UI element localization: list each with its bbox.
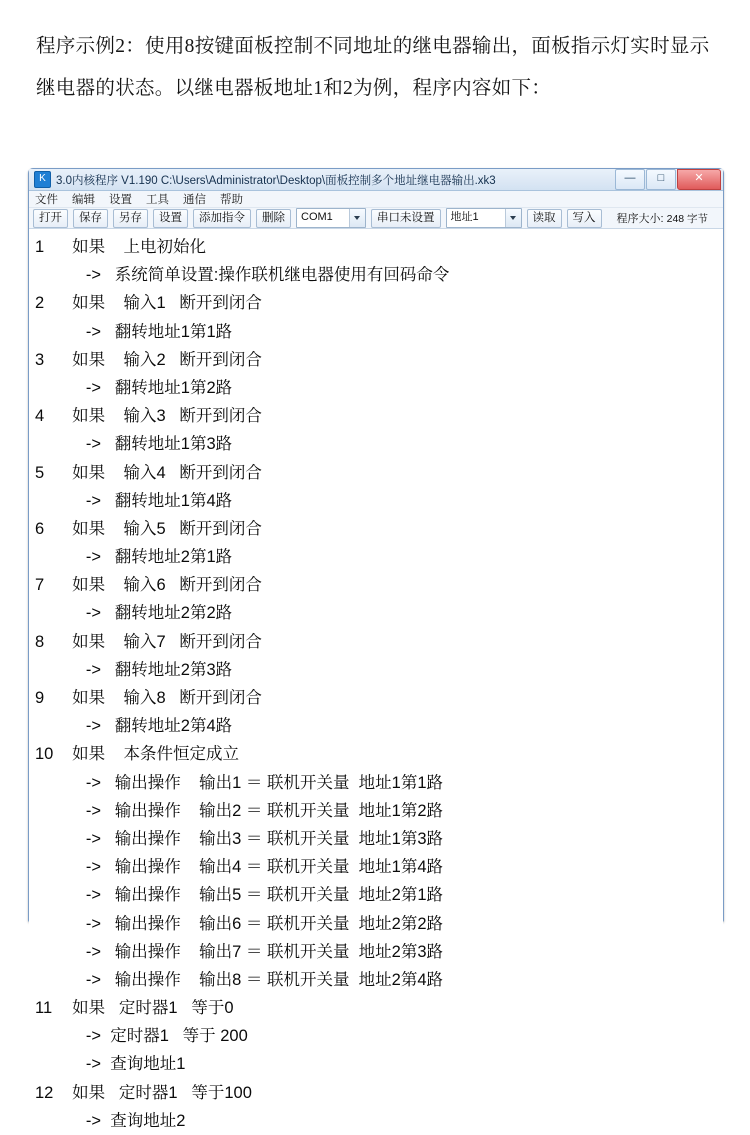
- program-line-number: 4: [35, 407, 45, 426]
- delete-button[interactable]: 删除: [256, 209, 291, 228]
- program-line[interactable]: [29, 289, 723, 317]
- maximize-button[interactable]: □: [646, 169, 676, 190]
- program-line[interactable]: [29, 430, 723, 458]
- program-line[interactable]: [29, 346, 723, 374]
- program-line-text: 如果 输入5 断开到闭合: [63, 519, 262, 538]
- program-line[interactable]: [29, 599, 723, 627]
- program-line-number: 6: [35, 519, 45, 538]
- serial-port-value: COM1: [301, 211, 333, 223]
- program-line-text: -> 输出操作 输出6 ＝ 联机开关量 地址2第2路: [63, 914, 444, 933]
- program-line-text: -> 翻转地址2第2路: [63, 604, 233, 623]
- program-line-text: -> 输出操作 输出8 ＝ 联机开关量 地址2第4路: [63, 970, 444, 989]
- program-line-number: 7: [35, 576, 45, 595]
- program-line-text: -> 翻转地址2第3路: [63, 660, 233, 679]
- application-window: [28, 168, 724, 1130]
- program-line-number: 5: [35, 463, 45, 482]
- program-line-number: 2: [35, 294, 45, 313]
- program-line-number: 10: [35, 745, 54, 764]
- program-line[interactable]: [29, 515, 723, 543]
- window-titlebar[interactable]: [29, 169, 723, 191]
- program-line-text: 如果 上电初始化: [63, 238, 207, 256]
- port-status-button[interactable]: 串口未设置: [371, 209, 441, 228]
- program-line-text: 如果 定时器1 等于100: [63, 1083, 252, 1102]
- add-instruction-button[interactable]: 添加指令: [193, 209, 251, 228]
- open-button[interactable]: 打开: [33, 209, 68, 228]
- program-line-number: 1: [35, 238, 45, 256]
- program-line-number: 12: [35, 1083, 54, 1102]
- program-line[interactable]: [29, 712, 723, 740]
- program-line[interactable]: [29, 402, 723, 430]
- program-line-text: 如果 输入1 断开到闭合: [63, 294, 262, 313]
- menu-item-edit[interactable]: 编辑: [72, 194, 95, 206]
- chevron-down-icon[interactable]: [505, 209, 521, 227]
- program-line[interactable]: [29, 769, 723, 797]
- program-line-text: -> 翻转地址1第1路: [63, 322, 233, 341]
- program-line[interactable]: [29, 543, 723, 571]
- program-listing[interactable]: [29, 229, 723, 1135]
- program-line-text: 如果 输入6 断开到闭合: [63, 576, 262, 595]
- program-line[interactable]: [29, 853, 723, 881]
- program-line[interactable]: [29, 487, 723, 515]
- program-line-text: -> 输出操作 输出4 ＝ 联机开关量 地址1第4路: [63, 858, 444, 877]
- program-line-text: -> 输出操作 输出2 ＝ 联机开关量 地址1第2路: [63, 801, 444, 820]
- menu-item-communication[interactable]: 通信: [183, 194, 206, 206]
- program-line-text: -> 输出操作 输出5 ＝ 联机开关量 地址2第1路: [63, 886, 444, 905]
- program-line-text: -> 输出操作 输出3 ＝ 联机开关量 地址1第3路: [63, 829, 444, 848]
- program-line-text: 如果 输入2 断开到闭合: [63, 350, 262, 369]
- program-line-text: -> 翻转地址2第1路: [63, 548, 233, 567]
- write-button[interactable]: 写入: [567, 209, 602, 228]
- program-line[interactable]: [29, 1079, 723, 1107]
- program-line-text: -> 翻转地址2第4路: [63, 717, 233, 736]
- menu-item-help[interactable]: 帮助: [220, 194, 243, 206]
- program-line[interactable]: [29, 628, 723, 656]
- read-button[interactable]: 读取: [527, 209, 562, 228]
- program-line[interactable]: [29, 1107, 723, 1135]
- program-line[interactable]: [29, 825, 723, 853]
- chevron-down-icon[interactable]: [349, 209, 365, 227]
- menu-item-settings[interactable]: 设置: [109, 194, 132, 206]
- program-line[interactable]: [29, 994, 723, 1022]
- program-line-text: 如果 输入7 断开到闭合: [63, 632, 262, 651]
- window-title: 3.0内核程序 V1.190 C:\Users\Administrator\Desktop\面板控制多个地址继电器输出.xk3: [56, 174, 496, 187]
- menu-bar: [29, 191, 723, 208]
- address-value: 地址1: [450, 211, 479, 223]
- program-line[interactable]: [29, 881, 723, 909]
- program-line[interactable]: [29, 966, 723, 994]
- app-icon: K: [34, 171, 51, 188]
- menu-item-tools[interactable]: 工具: [146, 194, 169, 206]
- program-line-text: -> 翻转地址1第2路: [63, 378, 233, 397]
- program-line[interactable]: [29, 1022, 723, 1050]
- program-line-number: 11: [35, 999, 53, 1018]
- program-line-text: -> 输出操作 输出1 ＝ 联机开关量 地址1第1路: [63, 773, 444, 792]
- program-line[interactable]: [29, 233, 723, 261]
- program-line-text: 如果 定时器1 等于0: [63, 999, 234, 1018]
- program-line[interactable]: [29, 740, 723, 768]
- program-line[interactable]: [29, 571, 723, 599]
- program-line-text: -> 系统简单设置:操作联机继电器使用有回码命令: [63, 266, 450, 285]
- program-line[interactable]: [29, 656, 723, 684]
- save-button[interactable]: 保存: [73, 209, 108, 228]
- menu-item-file[interactable]: 文件: [35, 194, 58, 206]
- program-line-number: 9: [35, 689, 45, 707]
- program-line[interactable]: [29, 318, 723, 346]
- program-line-text: 如果 本条件恒定成立: [63, 745, 240, 764]
- close-button[interactable]: ✕: [677, 169, 721, 190]
- program-line-text: -> 定时器1 等于 200: [63, 1027, 248, 1046]
- program-line[interactable]: [29, 374, 723, 402]
- program-line-text: -> 查询地址2: [63, 1111, 186, 1130]
- minimize-button[interactable]: —: [615, 169, 645, 190]
- program-line-text: -> 翻转地址1第4路: [63, 491, 233, 510]
- program-line[interactable]: [29, 1050, 723, 1078]
- program-line-text: 如果 输入3 断开到闭合: [63, 407, 262, 426]
- program-line-text: 如果 输入8 断开到闭合: [63, 689, 262, 707]
- program-line-number: 8: [35, 632, 45, 651]
- save-as-button[interactable]: 另存: [113, 209, 148, 228]
- program-size-value: 248 字节: [666, 213, 709, 225]
- toolbar: [29, 208, 723, 229]
- program-line[interactable]: [29, 797, 723, 825]
- program-size: [617, 210, 709, 226]
- address-select[interactable]: [446, 208, 522, 228]
- program-line[interactable]: [29, 910, 723, 938]
- program-size-label: 程序大小:: [616, 213, 664, 225]
- program-line[interactable]: [29, 938, 723, 966]
- window-controls: [615, 169, 721, 190]
- program-line[interactable]: [29, 684, 723, 712]
- program-line-number: 3: [35, 350, 45, 369]
- program-line[interactable]: [29, 459, 723, 487]
- intro-paragraph: 程序示例2：使用8按键面板控制不同地址的继电器输出，面板指示灯实时显示继电器的状态。以继电器板地址1和2为例，程序内容如下：: [36, 36, 710, 99]
- program-line-text: -> 输出操作 输出7 ＝ 联机开关量 地址2第3路: [63, 942, 444, 961]
- program-line-text: -> 翻转地址1第3路: [63, 435, 233, 454]
- program-line-text: -> 查询地址1: [63, 1055, 186, 1074]
- settings-button[interactable]: 设置: [153, 209, 188, 228]
- serial-port-select[interactable]: [296, 208, 366, 228]
- program-line-text: 如果 输入4 断开到闭合: [63, 463, 262, 482]
- program-line[interactable]: [29, 261, 723, 289]
